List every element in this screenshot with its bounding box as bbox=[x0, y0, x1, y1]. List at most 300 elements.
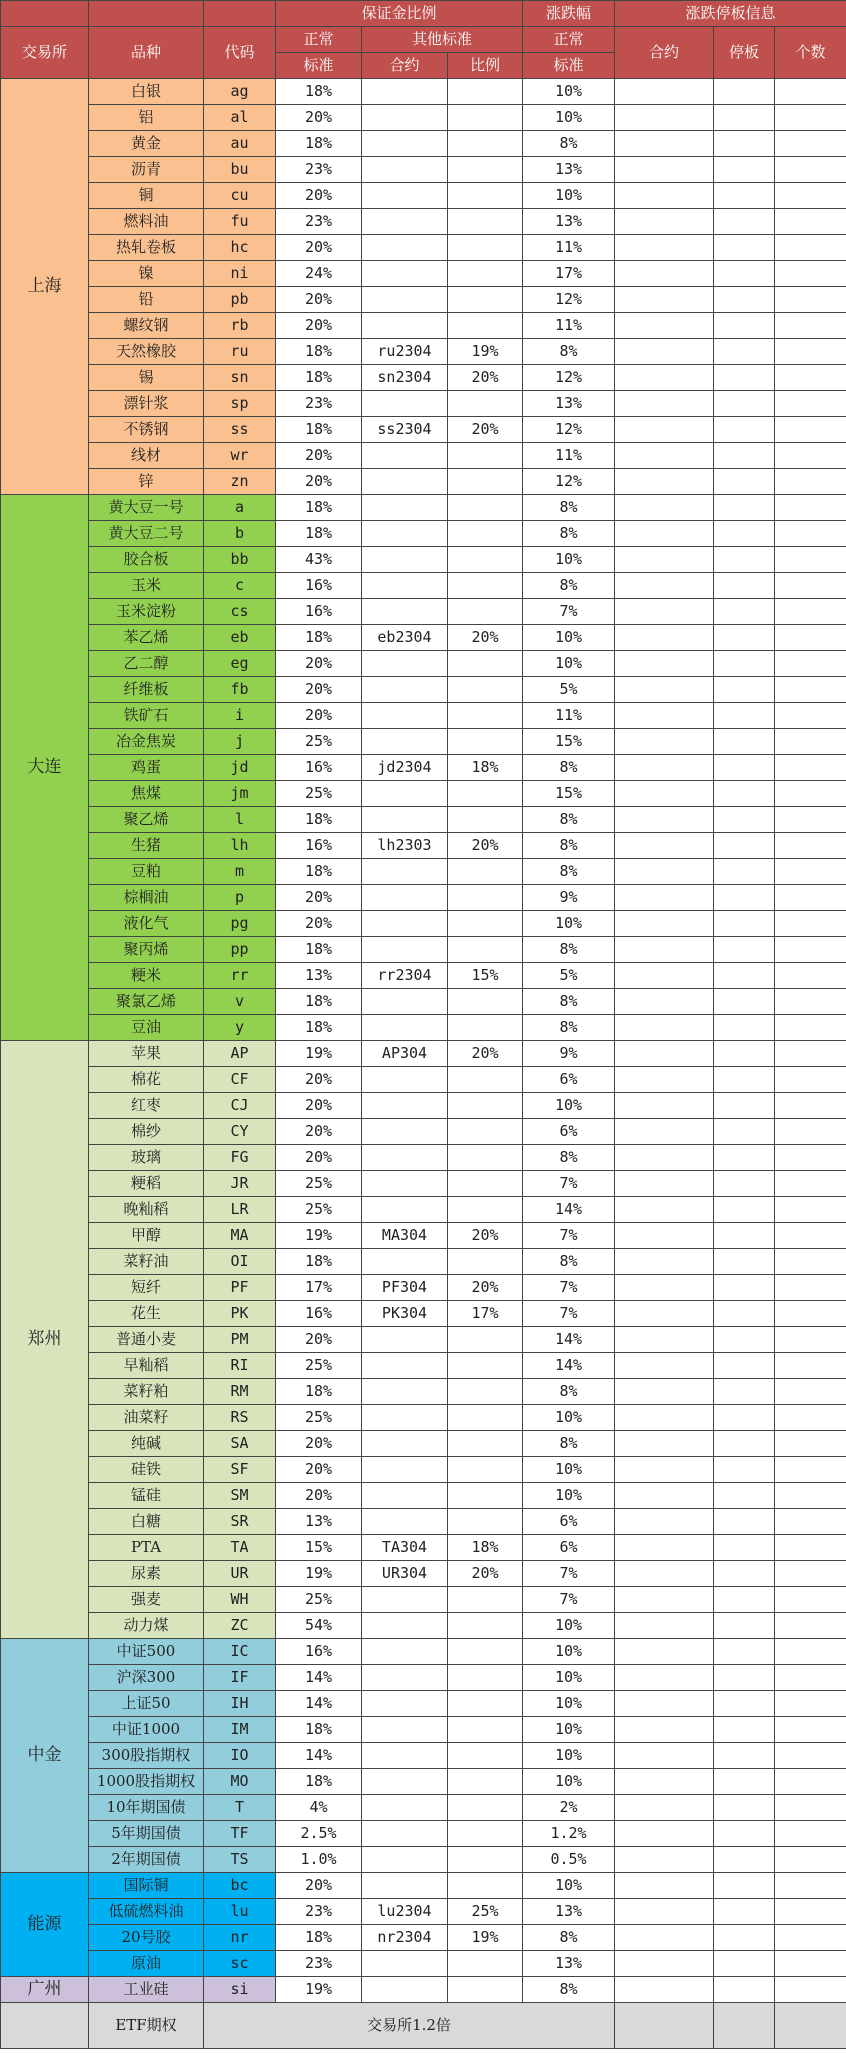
header-exchange: 交易所 bbox=[1, 27, 89, 79]
halt-stop-cell bbox=[714, 1171, 775, 1197]
product-code-cell: T bbox=[204, 1795, 276, 1821]
product-code-cell: TA bbox=[204, 1535, 276, 1561]
halt-stop-cell bbox=[714, 703, 775, 729]
halt-contract-cell bbox=[615, 1795, 714, 1821]
halt-count-cell bbox=[775, 261, 846, 287]
margin-normal-cell: 16% bbox=[276, 1301, 362, 1327]
margin-other-ratio-cell bbox=[448, 79, 523, 105]
halt-count-cell bbox=[775, 1795, 846, 1821]
margin-normal-cell: 20% bbox=[276, 885, 362, 911]
halt-contract-cell bbox=[615, 1977, 714, 2003]
product-name-cell: 玉米淀粉 bbox=[89, 599, 204, 625]
halt-stop-cell bbox=[714, 651, 775, 677]
halt-stop-cell bbox=[714, 131, 775, 157]
halt-stop-cell bbox=[714, 989, 775, 1015]
table-row bbox=[1, 1197, 846, 1223]
product-code-cell: i bbox=[204, 703, 276, 729]
header-margin-group: 保证金比例 bbox=[276, 1, 523, 27]
halt-stop-cell bbox=[714, 157, 775, 183]
halt-contract-cell bbox=[615, 287, 714, 313]
halt-count-cell bbox=[775, 1327, 846, 1353]
margin-other-ratio-cell: 20% bbox=[448, 625, 523, 651]
halt-count-cell bbox=[775, 157, 846, 183]
limit-normal-cell: 11% bbox=[523, 443, 615, 469]
margin-normal-cell: 19% bbox=[276, 1041, 362, 1067]
product-name-cell: 黄大豆二号 bbox=[89, 521, 204, 547]
product-code-cell: MA bbox=[204, 1223, 276, 1249]
halt-stop-cell bbox=[714, 781, 775, 807]
margin-normal-cell: 20% bbox=[276, 1145, 362, 1171]
margin-normal-cell: 20% bbox=[276, 1119, 362, 1145]
limit-normal-cell: 8% bbox=[523, 1015, 615, 1041]
limit-normal-cell: 12% bbox=[523, 365, 615, 391]
product-name-cell: 玻璃 bbox=[89, 1145, 204, 1171]
product-code-cell: ag bbox=[204, 79, 276, 105]
halt-stop-cell bbox=[714, 1275, 775, 1301]
limit-normal-cell: 13% bbox=[523, 391, 615, 417]
margin-normal-cell: 20% bbox=[276, 1873, 362, 1899]
margin-normal-cell: 20% bbox=[276, 313, 362, 339]
product-name-cell: 2年期国债 bbox=[89, 1847, 204, 1873]
halt-stop-cell bbox=[714, 625, 775, 651]
margin-other-contract-cell bbox=[362, 1327, 448, 1353]
halt-count-cell bbox=[775, 131, 846, 157]
product-name-cell: 粳稻 bbox=[89, 1171, 204, 1197]
halt-stop-cell bbox=[714, 833, 775, 859]
limit-normal-cell: 8% bbox=[523, 1977, 615, 2003]
product-name-cell: 胶合板 bbox=[89, 547, 204, 573]
product-code-cell: JR bbox=[204, 1171, 276, 1197]
halt-stop-cell bbox=[714, 105, 775, 131]
table-row bbox=[1, 1951, 846, 1977]
halt-stop-cell bbox=[714, 183, 775, 209]
margin-normal-cell: 18% bbox=[276, 339, 362, 365]
halt-count-cell bbox=[775, 1483, 846, 1509]
table-row bbox=[1, 729, 846, 755]
margin-other-ratio-cell bbox=[448, 209, 523, 235]
halt-stop-cell bbox=[714, 1327, 775, 1353]
margin-normal-cell: 23% bbox=[276, 391, 362, 417]
product-code-cell: IC bbox=[204, 1639, 276, 1665]
margin-other-ratio-cell bbox=[448, 1691, 523, 1717]
halt-contract-cell bbox=[615, 1639, 714, 1665]
halt-stop-cell bbox=[714, 911, 775, 937]
table-row bbox=[1, 1249, 846, 1275]
product-name-cell: 天然橡胶 bbox=[89, 339, 204, 365]
product-code-cell: PF bbox=[204, 1275, 276, 1301]
product-name-cell: 甲醇 bbox=[89, 1223, 204, 1249]
table-row bbox=[1, 547, 846, 573]
product-name-cell: 普通小麦 bbox=[89, 1327, 204, 1353]
halt-count-cell bbox=[775, 859, 846, 885]
header-limit-group: 涨跌幅 bbox=[523, 1, 615, 27]
product-code-cell: al bbox=[204, 105, 276, 131]
margin-normal-cell: 20% bbox=[276, 1483, 362, 1509]
table-row bbox=[1, 1119, 846, 1145]
halt-contract-cell bbox=[615, 1353, 714, 1379]
margin-other-contract-cell bbox=[362, 1847, 448, 1873]
margin-other-contract-cell: eb2304 bbox=[362, 625, 448, 651]
margin-normal-cell: 18% bbox=[276, 1769, 362, 1795]
margin-other-contract-cell: lu2304 bbox=[362, 1899, 448, 1925]
product-name-cell: 粳米 bbox=[89, 963, 204, 989]
limit-normal-cell: 10% bbox=[523, 1665, 615, 1691]
product-code-cell: RS bbox=[204, 1405, 276, 1431]
halt-stop-cell bbox=[714, 1691, 775, 1717]
margin-other-ratio-cell: 19% bbox=[448, 339, 523, 365]
halt-count-cell bbox=[775, 1431, 846, 1457]
halt-contract-cell bbox=[615, 443, 714, 469]
margin-other-ratio-cell bbox=[448, 1717, 523, 1743]
product-name-cell: 纯碱 bbox=[89, 1431, 204, 1457]
product-code-cell: p bbox=[204, 885, 276, 911]
halt-stop-cell bbox=[714, 729, 775, 755]
margin-normal-cell: 15% bbox=[276, 1535, 362, 1561]
limit-normal-cell: 14% bbox=[523, 1197, 615, 1223]
halt-contract-cell bbox=[615, 1587, 714, 1613]
table-row bbox=[1, 261, 846, 287]
margin-other-ratio-cell bbox=[448, 1509, 523, 1535]
header-row-1 bbox=[1, 1, 846, 27]
margin-other-contract-cell bbox=[362, 131, 448, 157]
halt-contract-cell bbox=[615, 157, 714, 183]
margin-normal-cell: 25% bbox=[276, 1405, 362, 1431]
halt-contract-cell bbox=[615, 1717, 714, 1743]
halt-count-cell bbox=[775, 1665, 846, 1691]
halt-count-cell bbox=[775, 1769, 846, 1795]
margin-other-ratio-cell bbox=[448, 1743, 523, 1769]
limit-normal-cell: 8% bbox=[523, 1379, 615, 1405]
halt-stop-cell bbox=[714, 1145, 775, 1171]
margin-other-ratio-cell bbox=[448, 911, 523, 937]
margin-normal-cell: 20% bbox=[276, 651, 362, 677]
limit-normal-cell: 8% bbox=[523, 859, 615, 885]
halt-stop-cell bbox=[714, 521, 775, 547]
halt-stop-cell bbox=[714, 1119, 775, 1145]
limit-normal-cell: 10% bbox=[523, 1093, 615, 1119]
limit-normal-cell: 7% bbox=[523, 1171, 615, 1197]
margin-other-ratio-cell bbox=[448, 1249, 523, 1275]
limit-normal-cell: 6% bbox=[523, 1119, 615, 1145]
limit-normal-cell: 9% bbox=[523, 1041, 615, 1067]
product-name-cell: 尿素 bbox=[89, 1561, 204, 1587]
product-name-cell: 20号胶 bbox=[89, 1925, 204, 1951]
limit-normal-cell: 10% bbox=[523, 79, 615, 105]
product-code-cell: TF bbox=[204, 1821, 276, 1847]
product-code-cell: LR bbox=[204, 1197, 276, 1223]
margin-normal-cell: 18% bbox=[276, 1015, 362, 1041]
margin-other-contract-cell bbox=[362, 781, 448, 807]
margin-normal-cell: 20% bbox=[276, 443, 362, 469]
table-row bbox=[1, 105, 846, 131]
margin-other-contract-cell bbox=[362, 261, 448, 287]
limit-normal-cell: 7% bbox=[523, 599, 615, 625]
margin-other-ratio-cell bbox=[448, 105, 523, 131]
table-row bbox=[1, 235, 846, 261]
halt-contract-cell bbox=[615, 1509, 714, 1535]
header-margin-other-contract: 合约 bbox=[362, 53, 448, 79]
product-name-cell: 聚丙烯 bbox=[89, 937, 204, 963]
margin-normal-cell: 20% bbox=[276, 235, 362, 261]
product-code-cell: cu bbox=[204, 183, 276, 209]
table-row bbox=[1, 859, 846, 885]
margin-other-ratio-cell bbox=[448, 885, 523, 911]
halt-stop-cell bbox=[714, 1847, 775, 1873]
footer-label: ETF期权 bbox=[89, 2003, 204, 2049]
margin-other-ratio-cell bbox=[448, 1951, 523, 1977]
halt-contract-cell bbox=[615, 417, 714, 443]
margin-other-contract-cell bbox=[362, 703, 448, 729]
margin-normal-cell: 1.0% bbox=[276, 1847, 362, 1873]
margin-other-contract-cell bbox=[362, 1639, 448, 1665]
limit-normal-cell: 7% bbox=[523, 1275, 615, 1301]
margin-other-ratio-cell bbox=[448, 131, 523, 157]
product-code-cell: IF bbox=[204, 1665, 276, 1691]
halt-count-cell bbox=[775, 1821, 846, 1847]
header-margin-normal-bottom: 标准 bbox=[276, 53, 362, 79]
product-code-cell: pp bbox=[204, 937, 276, 963]
margin-other-contract-cell: ss2304 bbox=[362, 417, 448, 443]
halt-stop-cell bbox=[714, 261, 775, 287]
product-code-cell: TS bbox=[204, 1847, 276, 1873]
halt-contract-cell bbox=[615, 911, 714, 937]
margin-other-ratio-cell: 20% bbox=[448, 417, 523, 443]
table-row bbox=[1, 1821, 846, 1847]
table-row bbox=[1, 1171, 846, 1197]
table-row bbox=[1, 1691, 846, 1717]
halt-contract-cell bbox=[615, 1041, 714, 1067]
halt-contract-cell bbox=[615, 209, 714, 235]
halt-count-cell bbox=[775, 1457, 846, 1483]
limit-normal-cell: 5% bbox=[523, 963, 615, 989]
halt-contract-cell bbox=[615, 1249, 714, 1275]
product-code-cell: ni bbox=[204, 261, 276, 287]
table-row bbox=[1, 1535, 846, 1561]
product-code-cell: ZC bbox=[204, 1613, 276, 1639]
product-name-cell: 生猪 bbox=[89, 833, 204, 859]
product-code-cell: fu bbox=[204, 209, 276, 235]
product-name-cell: 棉花 bbox=[89, 1067, 204, 1093]
margin-other-contract-cell bbox=[362, 1457, 448, 1483]
margin-other-ratio-cell bbox=[448, 989, 523, 1015]
halt-count-cell bbox=[775, 729, 846, 755]
footer-note: 交易所1.2倍 bbox=[204, 2003, 615, 2049]
margin-other-ratio-cell: 20% bbox=[448, 1561, 523, 1587]
halt-contract-cell bbox=[615, 1665, 714, 1691]
margin-other-contract-cell bbox=[362, 1379, 448, 1405]
margin-other-ratio-cell bbox=[448, 1119, 523, 1145]
halt-count-cell bbox=[775, 989, 846, 1015]
margin-other-contract-cell bbox=[362, 1353, 448, 1379]
product-name-cell: 红枣 bbox=[89, 1093, 204, 1119]
margin-other-ratio-cell bbox=[448, 937, 523, 963]
limit-normal-cell: 8% bbox=[523, 1249, 615, 1275]
product-code-cell: bu bbox=[204, 157, 276, 183]
margin-other-ratio-cell: 25% bbox=[448, 1899, 523, 1925]
halt-contract-cell bbox=[615, 937, 714, 963]
product-code-cell: IM bbox=[204, 1717, 276, 1743]
limit-normal-cell: 8% bbox=[523, 495, 615, 521]
margin-other-contract-cell bbox=[362, 1951, 448, 1977]
margin-other-ratio-cell bbox=[448, 521, 523, 547]
limit-normal-cell: 8% bbox=[523, 1431, 615, 1457]
product-code-cell: wr bbox=[204, 443, 276, 469]
margin-other-ratio-cell bbox=[448, 1821, 523, 1847]
halt-stop-cell bbox=[714, 1561, 775, 1587]
halt-stop-cell bbox=[714, 1041, 775, 1067]
margin-other-contract-cell bbox=[362, 313, 448, 339]
product-code-cell: ru bbox=[204, 339, 276, 365]
margin-other-contract-cell bbox=[362, 1821, 448, 1847]
halt-contract-cell bbox=[615, 1691, 714, 1717]
margin-other-contract-cell: lh2303 bbox=[362, 833, 448, 859]
limit-normal-cell: 10% bbox=[523, 547, 615, 573]
margin-normal-cell: 18% bbox=[276, 365, 362, 391]
limit-normal-cell: 12% bbox=[523, 469, 615, 495]
halt-count-cell bbox=[775, 1639, 846, 1665]
margin-other-ratio-cell bbox=[448, 261, 523, 287]
margin-normal-cell: 20% bbox=[276, 469, 362, 495]
halt-count-cell bbox=[775, 235, 846, 261]
margin-normal-cell: 20% bbox=[276, 1093, 362, 1119]
table-body bbox=[1, 79, 846, 2003]
margin-other-ratio-cell bbox=[448, 781, 523, 807]
margin-normal-cell: 23% bbox=[276, 1951, 362, 1977]
margin-other-ratio-cell bbox=[448, 1327, 523, 1353]
halt-stop-cell bbox=[714, 495, 775, 521]
halt-stop-cell bbox=[714, 365, 775, 391]
table-row bbox=[1, 209, 846, 235]
halt-stop-cell bbox=[714, 1405, 775, 1431]
halt-stop-cell bbox=[714, 1821, 775, 1847]
halt-contract-cell bbox=[615, 495, 714, 521]
margin-other-contract-cell: ru2304 bbox=[362, 339, 448, 365]
margin-other-contract-cell bbox=[362, 1795, 448, 1821]
halt-count-cell bbox=[775, 1873, 846, 1899]
halt-contract-cell bbox=[615, 1873, 714, 1899]
table-row bbox=[1, 1613, 846, 1639]
margin-other-ratio-cell bbox=[448, 703, 523, 729]
margin-other-ratio-cell bbox=[448, 1639, 523, 1665]
halt-count-cell bbox=[775, 963, 846, 989]
halt-contract-cell bbox=[615, 651, 714, 677]
halt-count-cell bbox=[775, 1535, 846, 1561]
margin-other-contract-cell bbox=[362, 1119, 448, 1145]
product-name-cell: 乙二醇 bbox=[89, 651, 204, 677]
halt-stop-cell bbox=[714, 79, 775, 105]
halt-stop-cell bbox=[714, 235, 775, 261]
table-row bbox=[1, 599, 846, 625]
table-row bbox=[1, 1067, 846, 1093]
halt-stop-cell bbox=[714, 1093, 775, 1119]
margin-normal-cell: 18% bbox=[276, 989, 362, 1015]
halt-stop-cell bbox=[714, 1353, 775, 1379]
margin-normal-cell: 18% bbox=[276, 625, 362, 651]
table-row bbox=[1, 1353, 846, 1379]
halt-count-cell bbox=[775, 443, 846, 469]
product-name-cell: 聚氯乙烯 bbox=[89, 989, 204, 1015]
product-code-cell: a bbox=[204, 495, 276, 521]
product-name-cell: 硅铁 bbox=[89, 1457, 204, 1483]
limit-normal-cell: 15% bbox=[523, 781, 615, 807]
margin-normal-cell: 20% bbox=[276, 287, 362, 313]
limit-normal-cell: 12% bbox=[523, 417, 615, 443]
product-name-cell: 沪深300 bbox=[89, 1665, 204, 1691]
limit-normal-cell: 8% bbox=[523, 131, 615, 157]
margin-other-ratio-cell bbox=[448, 1093, 523, 1119]
table-row bbox=[1, 183, 846, 209]
limit-normal-cell: 5% bbox=[523, 677, 615, 703]
limit-normal-cell: 13% bbox=[523, 209, 615, 235]
margin-other-ratio-cell bbox=[448, 313, 523, 339]
halt-contract-cell bbox=[615, 1613, 714, 1639]
margin-normal-cell: 20% bbox=[276, 1327, 362, 1353]
halt-stop-cell bbox=[714, 1457, 775, 1483]
product-code-cell: bc bbox=[204, 1873, 276, 1899]
halt-contract-cell bbox=[615, 989, 714, 1015]
margin-normal-cell: 18% bbox=[276, 79, 362, 105]
product-name-cell: 10年期国债 bbox=[89, 1795, 204, 1821]
margin-other-contract-cell bbox=[362, 1093, 448, 1119]
product-name-cell: 国际铜 bbox=[89, 1873, 204, 1899]
table-row bbox=[1, 1587, 846, 1613]
product-name-cell: 白银 bbox=[89, 79, 204, 105]
table-row bbox=[1, 781, 846, 807]
product-name-cell: 棉纱 bbox=[89, 1119, 204, 1145]
halt-count-cell bbox=[775, 1743, 846, 1769]
halt-count-cell bbox=[775, 1249, 846, 1275]
product-name-cell: 沥青 bbox=[89, 157, 204, 183]
footer-row bbox=[1, 2003, 846, 2049]
table-row bbox=[1, 1977, 846, 2003]
product-code-cell: sc bbox=[204, 1951, 276, 1977]
margin-normal-cell: 18% bbox=[276, 937, 362, 963]
margin-other-contract-cell bbox=[362, 937, 448, 963]
margin-other-contract-cell bbox=[362, 183, 448, 209]
margin-other-ratio-cell: 20% bbox=[448, 1041, 523, 1067]
table-row bbox=[1, 1717, 846, 1743]
halt-count-cell bbox=[775, 1041, 846, 1067]
margin-normal-cell: 20% bbox=[276, 1431, 362, 1457]
halt-contract-cell bbox=[615, 365, 714, 391]
margin-normal-cell: 14% bbox=[276, 1665, 362, 1691]
limit-normal-cell: 11% bbox=[523, 703, 615, 729]
halt-count-cell bbox=[775, 495, 846, 521]
margin-other-ratio-cell: 20% bbox=[448, 1275, 523, 1301]
exchange-cell: 上海 bbox=[1, 79, 89, 495]
table-row bbox=[1, 157, 846, 183]
halt-stop-cell bbox=[714, 1587, 775, 1613]
table-row bbox=[1, 703, 846, 729]
margin-other-contract-cell bbox=[362, 1977, 448, 2003]
product-name-cell: 短纤 bbox=[89, 1275, 204, 1301]
product-name-cell: 苹果 bbox=[89, 1041, 204, 1067]
product-code-cell: jd bbox=[204, 755, 276, 781]
halt-contract-cell bbox=[615, 261, 714, 287]
margin-normal-cell: 18% bbox=[276, 1249, 362, 1275]
table-row bbox=[1, 1795, 846, 1821]
margin-other-ratio-cell bbox=[448, 235, 523, 261]
halt-contract-cell bbox=[615, 833, 714, 859]
margin-other-ratio-cell: 20% bbox=[448, 365, 523, 391]
table-row bbox=[1, 1093, 846, 1119]
halt-contract-cell bbox=[615, 1431, 714, 1457]
product-name-cell: 液化气 bbox=[89, 911, 204, 937]
margin-other-contract-cell bbox=[362, 989, 448, 1015]
table-row bbox=[1, 1639, 846, 1665]
margin-other-contract-cell bbox=[362, 1067, 448, 1093]
halt-contract-cell bbox=[615, 183, 714, 209]
